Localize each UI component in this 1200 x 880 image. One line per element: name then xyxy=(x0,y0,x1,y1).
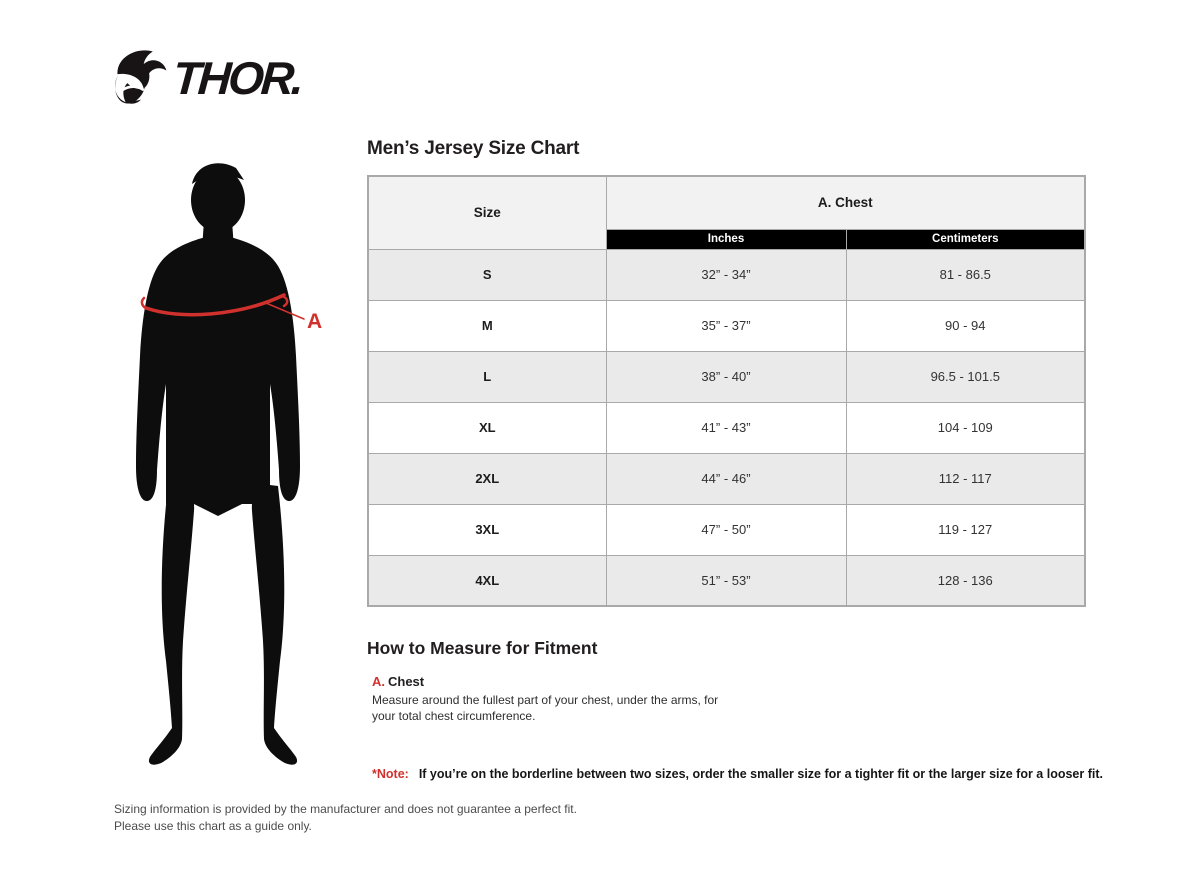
subheader-inches: Inches xyxy=(606,229,846,249)
table-row xyxy=(368,504,1085,555)
chest-label: A xyxy=(307,310,323,333)
male-body-silhouette xyxy=(136,163,300,764)
note-prefix: *Note: xyxy=(372,767,409,781)
size-cell: 2XL xyxy=(368,453,606,504)
size-cell: M xyxy=(368,300,606,351)
cm-cell: 128 - 136 xyxy=(846,555,1085,606)
cm-cell: 104 - 109 xyxy=(846,402,1085,453)
inches-cell: 44” - 46” xyxy=(606,453,846,504)
measure-item-chest xyxy=(372,674,742,725)
cm-cell: 90 - 94 xyxy=(846,300,1085,351)
disclaimer-line: Please use this chart as a guide only. xyxy=(114,819,312,834)
measure-item-key: A. xyxy=(372,674,385,689)
table-row xyxy=(368,249,1085,300)
cm-cell: 119 - 127 xyxy=(846,504,1085,555)
disclaimer xyxy=(114,801,577,835)
table-row xyxy=(368,555,1085,606)
sizing-note xyxy=(372,767,1103,781)
measure-item-description: Measure around the fullest part of your chest, under the arms, for your total chest circumference. xyxy=(372,693,719,723)
brand-wordmark: THOR. xyxy=(171,51,303,104)
inches-cell: 35” - 37” xyxy=(606,300,846,351)
cm-cell: 81 - 86.5 xyxy=(846,249,1085,300)
column-header-chest: A. Chest xyxy=(606,176,1085,229)
disclaimer-line: Sizing information is provided by the manufacturer and does not guarantee a perfect fit. xyxy=(114,802,577,816)
cm-cell: 112 - 117 xyxy=(846,453,1085,504)
inches-cell: 51” - 53” xyxy=(606,555,846,606)
measurement-figure xyxy=(108,156,343,786)
measure-item-name: Chest xyxy=(388,674,425,689)
size-cell: XL xyxy=(368,402,606,453)
size-cell: S xyxy=(368,249,606,300)
cm-cell: 96.5 - 101.5 xyxy=(846,351,1085,402)
inches-cell: 38” - 40” xyxy=(606,351,846,402)
size-cell: L xyxy=(368,351,606,402)
inches-cell: 47” - 50” xyxy=(606,504,846,555)
brand-logo xyxy=(112,44,301,111)
size-cell: 3XL xyxy=(368,504,606,555)
measure-item-title xyxy=(372,674,742,689)
inches-cell: 41” - 43” xyxy=(606,402,846,453)
column-header-size: Size xyxy=(368,176,606,249)
table-row xyxy=(368,351,1085,402)
table-row xyxy=(368,402,1085,453)
ram-head-icon xyxy=(112,44,170,111)
how-to-heading: How to Measure for Fitment xyxy=(367,638,598,658)
table-row xyxy=(368,453,1085,504)
note-text: If you’re on the borderline between two sizes, order the smaller size for a tighter fit or the larger size for a looser fit. xyxy=(418,767,1103,781)
table-row xyxy=(368,300,1085,351)
size-chart-table xyxy=(367,175,1086,607)
inches-cell: 32” - 34” xyxy=(606,249,846,300)
size-cell: 4XL xyxy=(368,555,606,606)
subheader-centimeters: Centimeters xyxy=(846,229,1085,249)
size-chart-title: Men’s Jersey Size Chart xyxy=(367,138,580,159)
